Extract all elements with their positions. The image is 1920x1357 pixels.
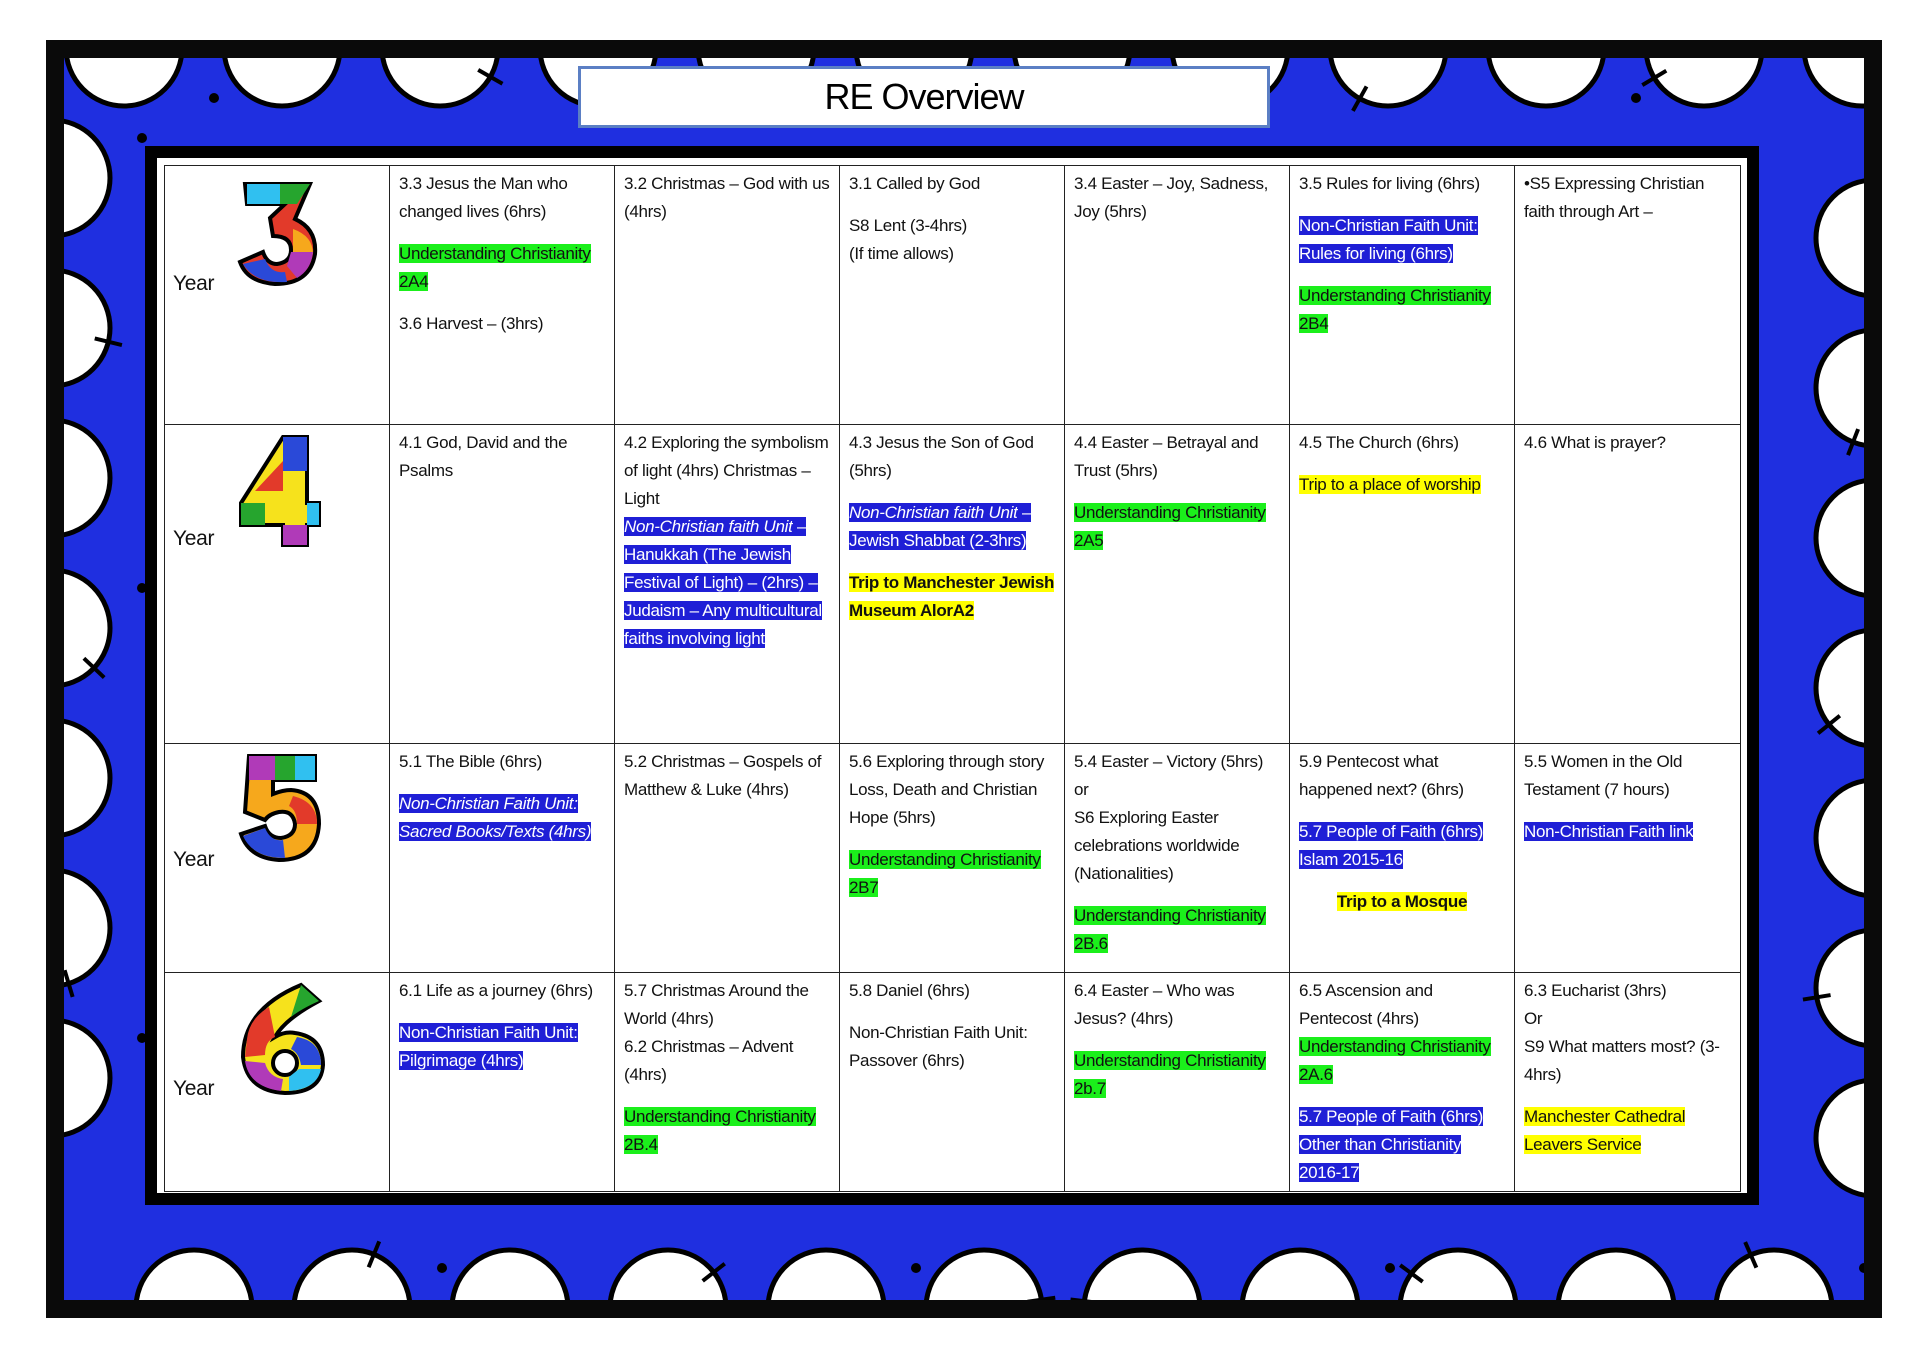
- cell-5-3: [840, 744, 1065, 973]
- non-christian-faith-text: Non-Christian Faith Unit: Passover (6hrs): [849, 1023, 1028, 1070]
- overview-board: [145, 146, 1759, 1205]
- polka-dot: [926, 1250, 1042, 1300]
- cell-4-6: [1515, 425, 1741, 744]
- unit-title: 3.5 Rules for living (6hrs): [1299, 174, 1480, 193]
- non-christian-faith-tag: Non-Christian Faith Unit: Rules for living (6hrs): [1299, 216, 1478, 263]
- title-box: [578, 66, 1270, 128]
- people-of-faith-tag: 5.7 People of Faith (6hrs) Other than Christianity 2016-17: [1299, 1107, 1484, 1182]
- understanding-christianity-tag: Understanding Christianity 2A4: [399, 244, 591, 291]
- polka-speck: [1385, 1263, 1395, 1273]
- polka-dot: [452, 1250, 568, 1300]
- trip-tag: Trip to a place of worship: [1299, 475, 1481, 494]
- table-row-year-5: [165, 744, 1741, 973]
- cell-5-4: [1065, 744, 1290, 973]
- unit-title: 3.3 Jesus the Man who changed lives (6hrs): [399, 174, 568, 221]
- unit-title: 5.9 Pentecost what happened next? (6hrs): [1299, 752, 1464, 799]
- cell-4-5: [1290, 425, 1515, 744]
- unit-title: 4.2 Exploring the symbolism of light (4hrs) Christmas – Light: [624, 433, 829, 508]
- unit-title: 5.2 Christmas – Gospels of Matthew & Luke (4hrs): [624, 752, 822, 799]
- people-of-faith-tag: 5.7 People of Faith (6hrs) Islam 2015-16: [1299, 822, 1484, 869]
- non-christian-faith-tag: Non-Christian faith Unit: [624, 517, 793, 536]
- polka-speck: [911, 1263, 921, 1273]
- year-label: Year: [173, 848, 215, 871]
- understanding-christianity-tag: Understanding Christianity 2B4: [1299, 286, 1491, 333]
- polka-dot: [66, 58, 182, 106]
- unit-title: 3.2 Christmas – God with us (4hrs): [624, 174, 830, 221]
- unit-note: (If time allows): [849, 244, 954, 263]
- polka-dot: [64, 870, 110, 986]
- unit-title: •S5 Expressing Christian faith through Art –: [1524, 174, 1705, 221]
- polka-dot: [224, 58, 340, 106]
- polka-speck: [1859, 1263, 1864, 1273]
- polka-dot: [136, 1250, 252, 1300]
- unit-title: 3.6 Harvest – (3hrs): [399, 314, 544, 333]
- table-row-year-3: [165, 166, 1741, 425]
- year-cell-5: [165, 744, 390, 973]
- page-title: RE Overview: [824, 76, 1024, 117]
- cell-5-6: [1515, 744, 1741, 973]
- cell-3-6: [1515, 166, 1741, 425]
- cell-6-2: [615, 973, 840, 1192]
- understanding-christianity-tag: Understanding Christianity 2B.6: [1074, 906, 1266, 953]
- cell-5-5: [1290, 744, 1515, 973]
- cell-6-4: [1065, 973, 1290, 1192]
- cell-5-1: [390, 744, 615, 973]
- unit-title: 5.1 The Bible (6hrs): [399, 752, 542, 771]
- understanding-christianity-tag: Understanding Christianity 2A5: [1074, 503, 1266, 550]
- unit-title: 3.4 Easter – Joy, Sadness, Joy (5hrs): [1074, 174, 1269, 221]
- number-6-icon: [235, 979, 327, 1099]
- polka-dot: [64, 270, 110, 386]
- year-cell-3: [165, 166, 390, 425]
- cell-3-3: [840, 166, 1065, 425]
- unit-title: 6.2 Christmas – Advent (4hrs): [624, 1037, 794, 1084]
- unit-title: 4.3 Jesus the Son of God (5hrs): [849, 433, 1034, 480]
- unit-title: 6.5 Ascension and Pentecost (4hrs): [1299, 981, 1433, 1028]
- number-3-icon: [235, 174, 325, 289]
- polka-dot: [64, 1020, 110, 1136]
- year-cell-4: [165, 425, 390, 744]
- unit-title: 5.4 Easter – Victory (5hrs) or: [1074, 752, 1264, 799]
- understanding-christianity-tag: Understanding Christianity 2B.4: [624, 1107, 816, 1154]
- unit-title: 4.6 What is prayer?: [1524, 433, 1666, 452]
- polka-dot: [1816, 780, 1864, 896]
- polka-dot: [1084, 1250, 1200, 1300]
- cell-6-5: [1290, 973, 1515, 1192]
- polka-dot: [1716, 1250, 1832, 1300]
- overview-table: [164, 165, 1741, 1192]
- table-row-year-6: [165, 973, 1741, 1192]
- trip-tag: Trip to Manchester Jewish Museum AlorA2: [849, 573, 1055, 620]
- polka-dot: [1816, 1080, 1864, 1196]
- polka-dot: [1488, 58, 1604, 106]
- cell-3-4: [1065, 166, 1290, 425]
- polka-dot: [64, 420, 110, 536]
- cell-6-3: [840, 973, 1065, 1192]
- polka-dot: [64, 570, 110, 686]
- unit-title: 3.1 Called by God: [849, 174, 980, 193]
- understanding-christianity-tag: Understanding Christianity 2b.7: [1074, 1051, 1266, 1098]
- unit-title: 6.4 Easter – Who was Jesus? (4hrs): [1074, 981, 1235, 1028]
- cell-4-1: [390, 425, 615, 744]
- polka-dot: [382, 58, 498, 106]
- cell-4-3: [840, 425, 1065, 744]
- polka-speck: [137, 133, 147, 143]
- polka-dot: [1816, 930, 1864, 1046]
- polka-speck: [437, 1263, 447, 1273]
- unit-title: 4.1 God, David and the Psalms: [399, 433, 568, 480]
- polka-dot: [1558, 1250, 1674, 1300]
- cell-4-2: [615, 425, 840, 744]
- cell-3-2: [615, 166, 840, 425]
- understanding-christianity-tag: Understanding Christianity 2A.6: [1299, 1037, 1491, 1084]
- year-label: Year: [173, 527, 215, 550]
- number-4-icon: [235, 431, 325, 551]
- polka-dot: [1816, 480, 1864, 596]
- cell-3-1: [390, 166, 615, 425]
- cell-6-1: [390, 973, 615, 1192]
- cell-6-6: [1515, 973, 1741, 1192]
- board-inner: [157, 158, 1747, 1193]
- polka-speck: [1631, 93, 1641, 103]
- polka-dot: [1646, 58, 1762, 106]
- unit-title: 5.6 Exploring through story Loss, Death and Christian Hope (5hrs): [849, 752, 1045, 827]
- year-label: Year: [173, 1077, 215, 1100]
- non-christian-faith-detail: – Hanukkah (The Jewish Festival of Light) – (2hrs) – Judaism – Any multicultural faiths involving light: [624, 517, 822, 648]
- unit-title: S6 Exploring Easter celebrations worldwide (Nationalities): [1074, 808, 1240, 883]
- non-christian-faith-tag: Non-Christian Faith Unit: Sacred Books/Texts (4hrs): [399, 794, 592, 841]
- unit-title: S8 Lent (3-4hrs): [849, 216, 968, 235]
- non-christian-faith-tag: Non-Christian Faith link: [1524, 822, 1694, 841]
- number-5-icon: [235, 750, 325, 865]
- polka-dot: [1400, 1250, 1516, 1300]
- cell-5-2: [615, 744, 840, 973]
- polka-dot: [64, 720, 110, 836]
- unit-title: 6.1 Life as a journey (6hrs): [399, 981, 593, 1000]
- polka-dot: [1804, 58, 1864, 106]
- cell-4-4: [1065, 425, 1290, 744]
- cell-3-5: [1290, 166, 1515, 425]
- polka-dot: [1242, 1250, 1358, 1300]
- unit-title: 5.7 Christmas Around the World (4hrs): [624, 981, 809, 1028]
- unit-title: 4.5 The Church (6hrs): [1299, 433, 1459, 452]
- unit-title: 5.5 Women in the Old Testament (7 hours): [1524, 752, 1683, 799]
- polka-dot: [768, 1250, 884, 1300]
- year-label: Year: [173, 272, 215, 295]
- year-cell-6: [165, 973, 390, 1192]
- polka-dot: [1330, 58, 1446, 106]
- unit-title: 4.4 Easter – Betrayal and Trust (5hrs): [1074, 433, 1259, 480]
- non-christian-faith-tag: Non-Christian Faith Unit: Pilgrimage (4hrs): [399, 1023, 578, 1070]
- non-christian-faith-tag: Non-Christian faith Unit: [849, 503, 1018, 522]
- unit-title: 5.8 Daniel (6hrs): [849, 981, 970, 1000]
- polka-dot: [64, 120, 110, 236]
- understanding-christianity-tag: Understanding Christianity 2B7: [849, 850, 1041, 897]
- unit-title: S9 What matters most? (3-4hrs): [1524, 1037, 1720, 1084]
- unit-note: Or: [1524, 1009, 1543, 1028]
- unit-title: 6.3 Eucharist (3hrs): [1524, 981, 1667, 1000]
- trip-tag: Trip to a Mosque: [1336, 892, 1468, 911]
- polka-dot: [294, 1250, 410, 1300]
- non-christian-faith-detail: – Jewish Shabbat (2-3hrs): [849, 503, 1032, 550]
- trip-tag: Manchester Cathedral Leavers Service: [1524, 1107, 1686, 1154]
- polka-dot: [1816, 180, 1864, 296]
- table-row-year-4: [165, 425, 1741, 744]
- polka-speck: [209, 93, 219, 103]
